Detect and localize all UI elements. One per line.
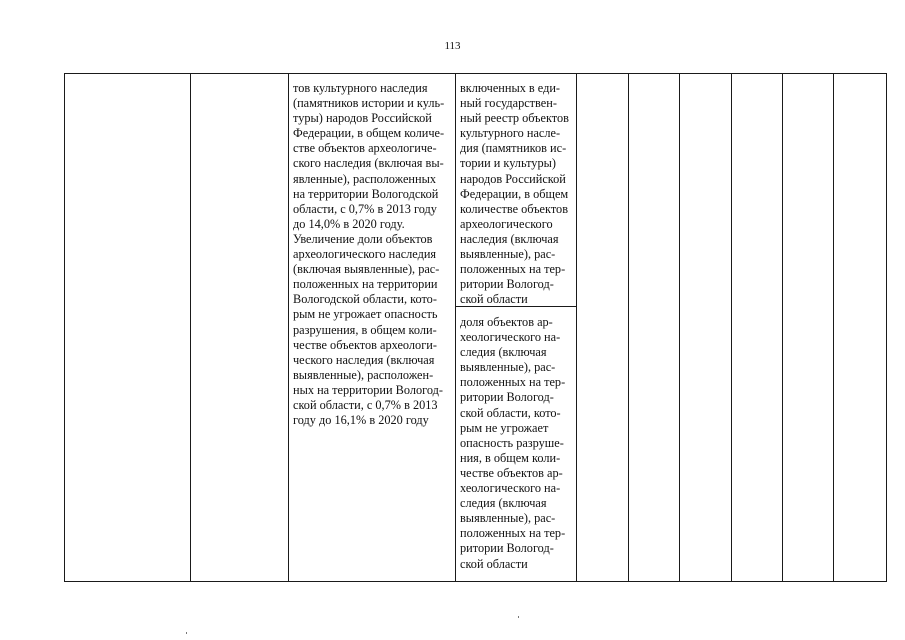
- table-cell-empty: [65, 74, 191, 582]
- table-cell-indicators: [456, 74, 577, 582]
- scan-artifact: [186, 632, 187, 634]
- table-cell-empty: [191, 74, 289, 582]
- page-number: 113: [444, 40, 461, 52]
- table-row: [65, 74, 887, 582]
- table-cell-empty: [783, 74, 834, 582]
- goal-text: тов культурного наследия (памятников истории и куль- туры) народов Российской Федерации, в общем количе- стве объектов археологиче- ского наследия (включая вы- явленные), расположенных на территории Вологодской области, с 0,7% в 2013 году до 14,0% в 2020 году. Увеличение доли объектов археологического наследия (включая выявленные), рас- положенных на территории Вологодской области, кото- рым не угрожает опасность разрушения, в общем коли- честве объектов археологи- ческого наследия (включая выявленные), расположен- ных на территории Вологод- ской области, с 0,7% в 2013 году до 16,1% в 2020 году: [293, 81, 445, 428]
- table-cell-goal: [289, 74, 456, 582]
- scan-artifact: [518, 616, 519, 618]
- table-cell-empty: [629, 74, 680, 582]
- indicator-2-text: доля объектов ар- хеологического на- следия (включая выявленные), рас- положенных на тер- ритории Вологод- ской области, кото- рым не угрожает опасность разруше- ния, в общем коли- честве объектов ар- хеологического на- следия (включая выявленные), рас- положенных на тер- ритории Вологод- ской области: [460, 315, 566, 571]
- indicator-1-text: включенных в еди- ный государствен- ный реестр объектов культурного насле- дия (памятников ис- тории и культуры) народов Российской Федерации, в общем количестве объектов археологического наследия (включая выявленные), рас- положенных на тер- ритории Вологод- ской области: [456, 74, 576, 307]
- table-cell-empty: [577, 74, 629, 582]
- table-cell-empty: [680, 74, 732, 582]
- document-table: [64, 73, 887, 582]
- table-cell-empty: [834, 74, 887, 582]
- table-cell-empty: [732, 74, 783, 582]
